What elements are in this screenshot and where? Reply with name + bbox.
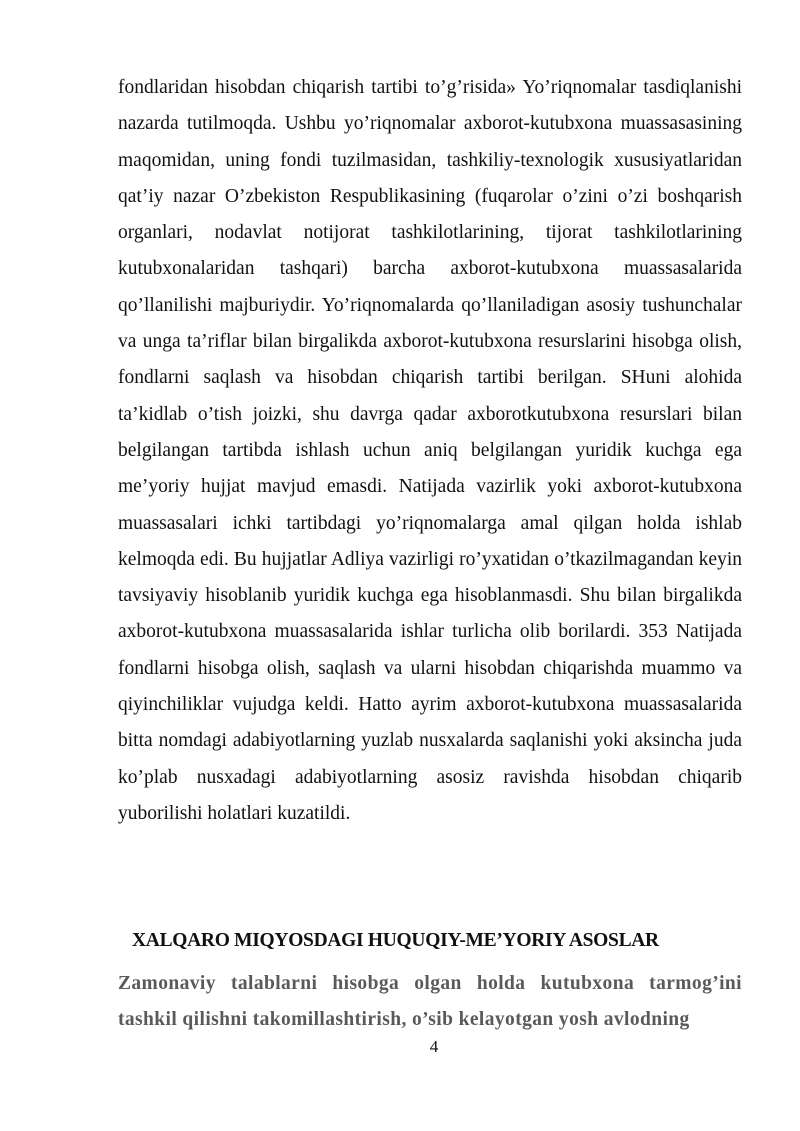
page-number: 4 xyxy=(429,1037,439,1056)
section-subheading: Zamonaviy talablarni hisobga olgan holda kutubxona tarmog’ini tashkil qilishni takomillashtirish, o’sib kelayotgan yosh avlodning xyxy=(118,973,742,1030)
body-paragraph: fondlaridan hisobdan chiqarish tartibi to’g’risida» Yo’riqnomalar tasdiqlanishi nazarda tutilmoqda. Ushbu yo’riqnomalar axborot-kutubxona muassasasining maqomidan, uning fondi tuzilmasidan, tashkiliy-texnologik xususiyatlaridan qat’iy nazar O’zbekiston Respublikasining (fuqarolar o’zini o’zi boshqarish organlari, nodavlat notijorat tashkilotlarining, tijorat tashkilotlarining kutubxonalaridan tashqari) barcha axborot-kutubxona muassasalarida qo’llanilishi majburiydir. Yo’riqnomalarda qo’llaniladigan asosiy tushunchalar va unga ta’riflar bilan birgalikda axborot-kutubxona resurslarini hisobga olish, fondlarni saqlash va hisobdan chiqarish tartibi berilgan. SHuni alohida ta’kidlab o’tish joizki, shu davrga qadar axborotkutubxona resurslari bilan belgilangan tartibda ishlash uchun aniq belgilangan yuridik kuchga ega me’yoriy hujjat mavjud emasdi. Natijada vazirlik yoki axborot-kutubxona muassasalari ichki tartibdagi yo’riqnomalarga amal qilgan holda ishlab kelmoqda edi. Bu hujjatlar Adliya vazirligi ro’yxatidan o’tkazilmagandan keyin tavsiyaviy hisoblanib yuridik kuchga ega hisoblanmasdi. Shu bilan birgalikda axborot-kutubxona muassasalarida ishlar turlicha olib borilardi. 353 Natijada fondlarni hisobga olish, saqlash va ularni hisobdan chiqarishda muammo va qiyinchiliklar vujudga keldi. Hatto ayrim axborot-kutubxona muassasalarida bitta nomdagi adabiyotlarning yuzlab nusxalarda saqlanishi yoki aksincha juda ko’plab nusxadagi adabiyotlarning asosiz ravishda hisobdan chiqarib yuborilishi holatlari kuzatildi. xyxy=(118,77,742,824)
section-heading: XALQARO MIQYOSDAGI HUQUQIY-ME’YORIY ASOSLAR xyxy=(132,930,659,951)
